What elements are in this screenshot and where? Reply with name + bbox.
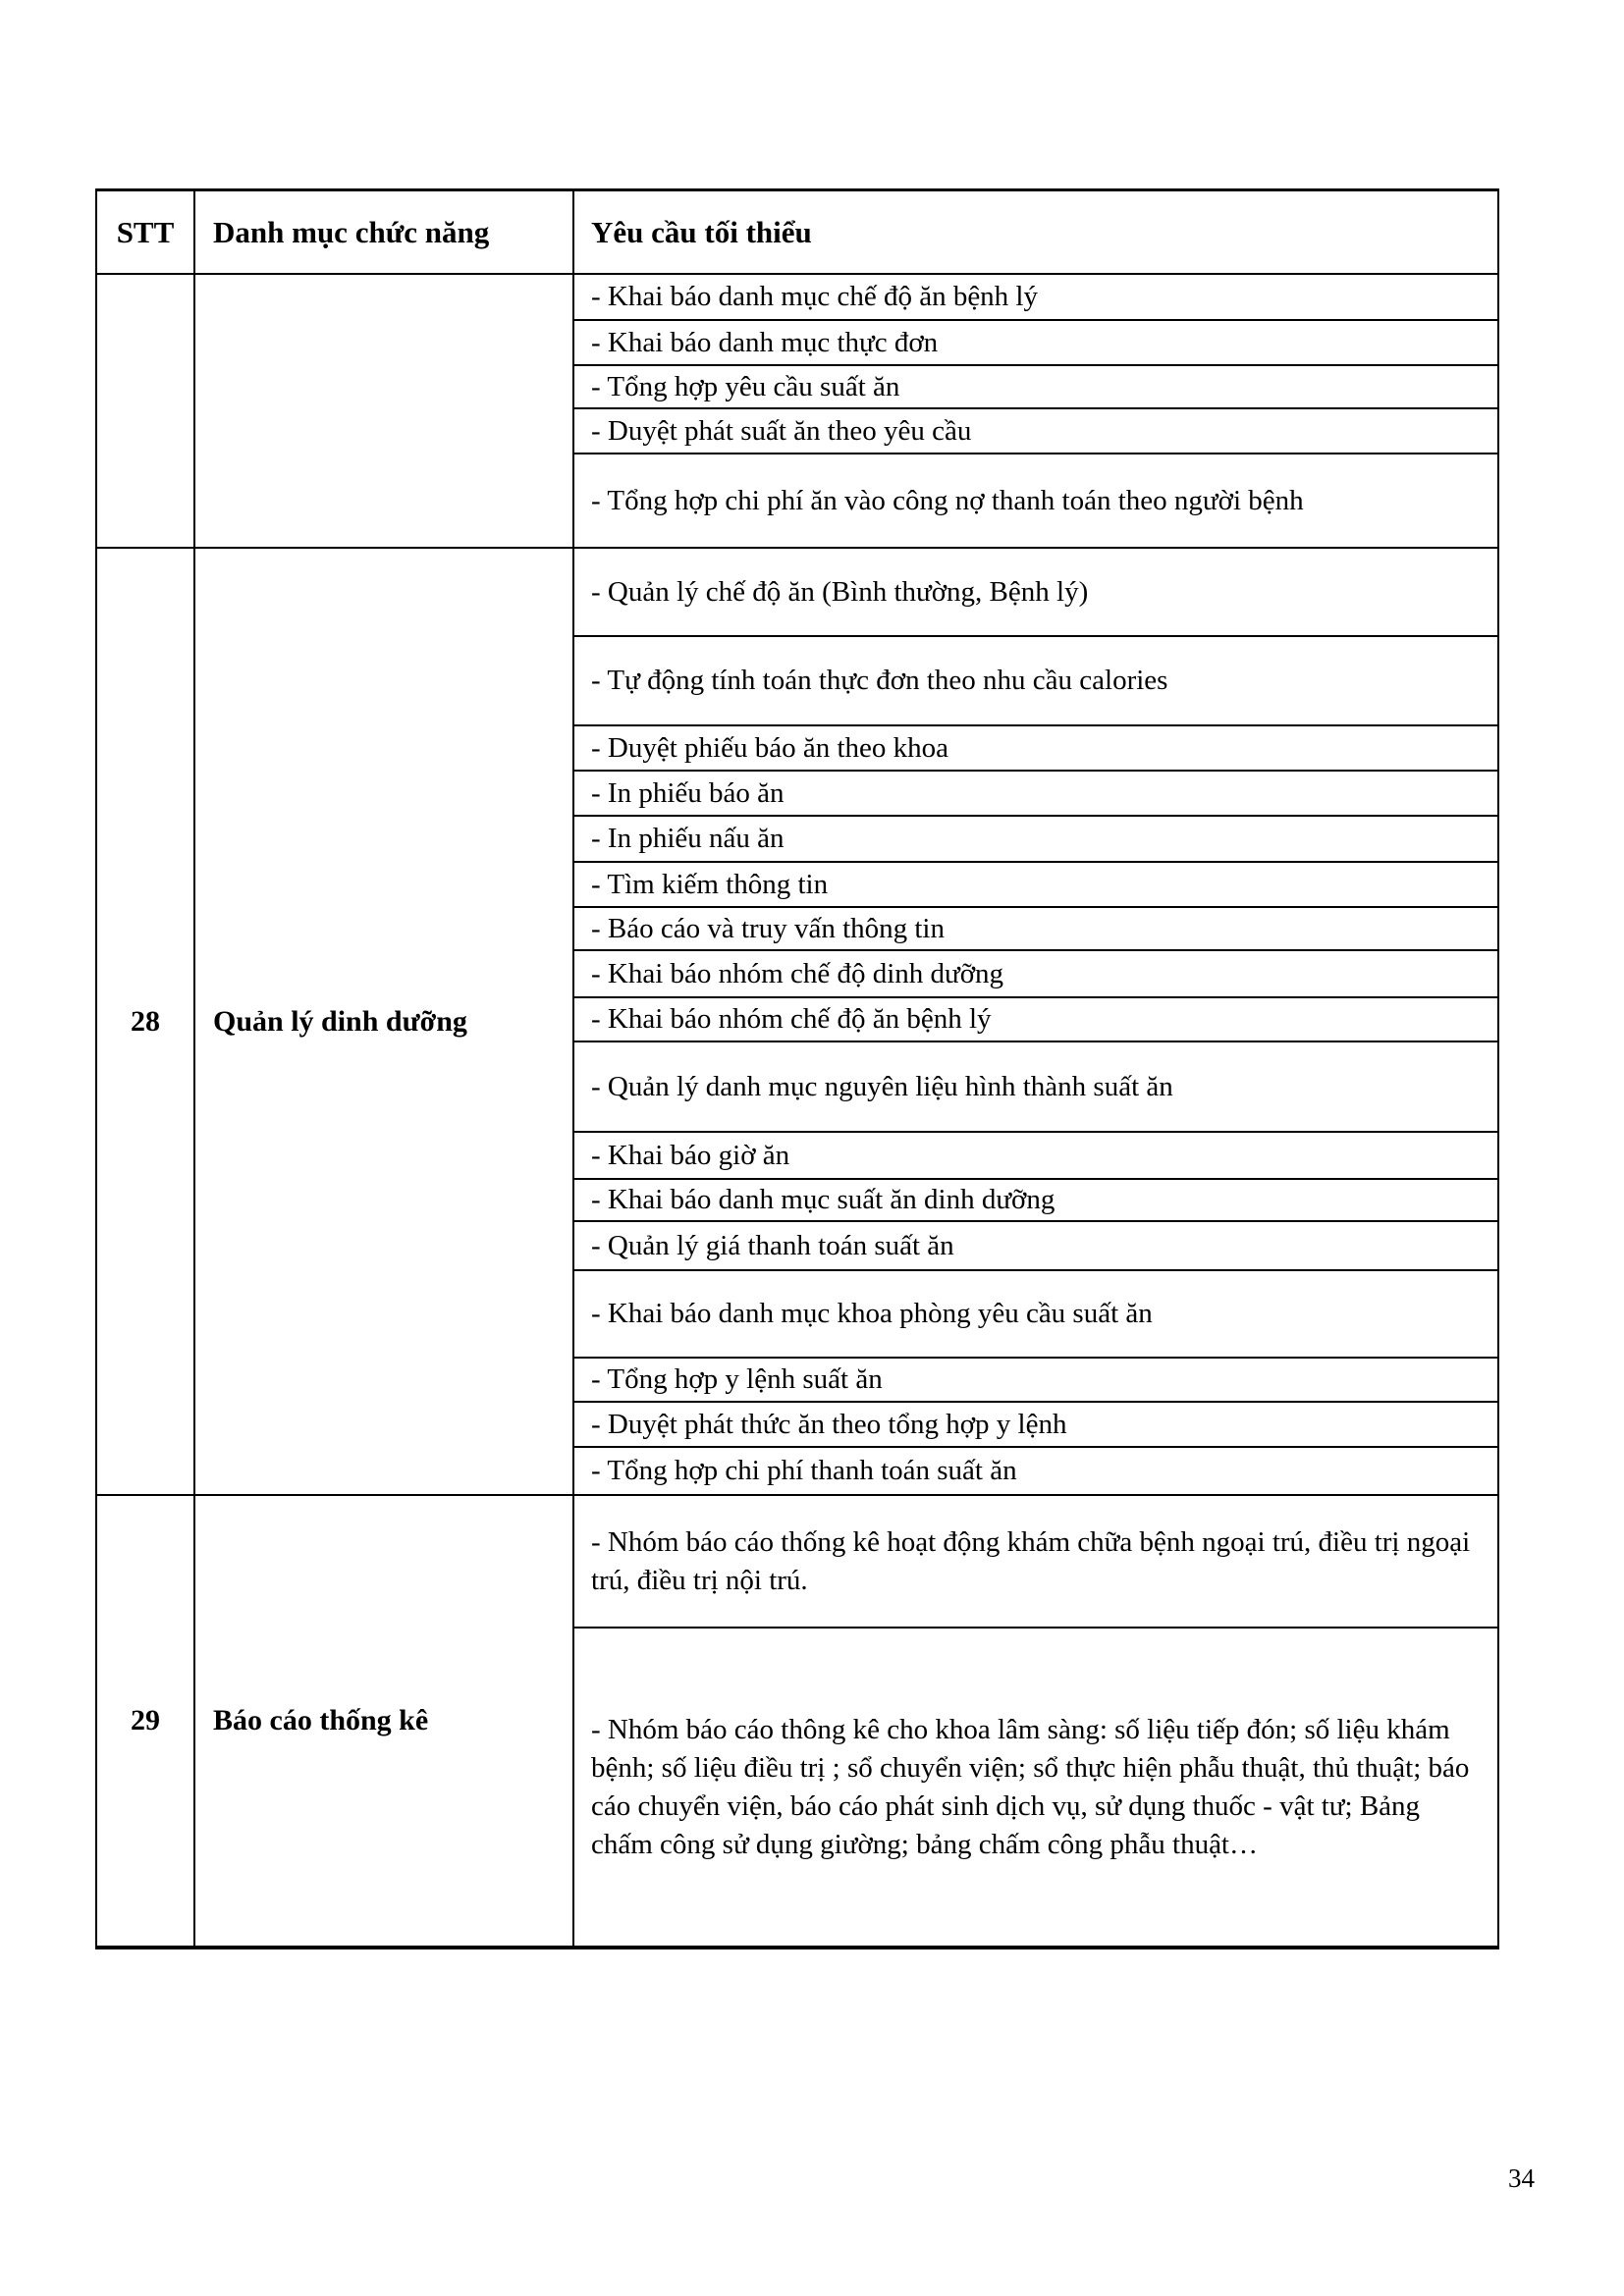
category-cell [195,275,574,547]
requirement-item: - Quản lý danh mục nguyên liệu hình thành suất ăn [574,1042,1497,1133]
header-cell-category: Danh mục chức năng [195,191,574,273]
requirement-item: - Tổng hợp chi phí ăn vào công nợ thanh toán theo người bệnh [591,484,1304,516]
requirement-item: - Duyệt phiếu báo ăn theo khoa [574,726,1497,772]
page-number: 34 [1508,2163,1535,2193]
requirement-item: - Khai báo danh mục suất ăn dinh dưỡng [574,1180,1497,1222]
requirement-item: - In phiếu báo ăn [574,772,1497,817]
requirement-item: - Khai báo nhóm chế độ dinh dưỡng [574,951,1497,998]
table-row [97,275,1497,549]
requirement-item: - Khai báo danh mục khoa phòng yêu cầu suất ăn [574,1271,1497,1359]
stt-cell [97,1496,195,1946]
requirement-item: - Duyệt phát suất ăn theo yêu cầu [574,409,1497,454]
requirement-item: - Tổng hợp chi phí thanh toán suất ăn [591,1455,1017,1486]
requirement-item: - In phiếu nấu ăn [574,817,1497,863]
requirement-item: - Tìm kiếm thông tin [574,863,1497,908]
requirement-item: - Nhóm báo cáo thông kê cho khoa lâm sàng: số liệu tiếp đón; số liệu khám bệnh; số liệu điều trị ; sổ chuyển viện; sổ thực hiện phẫu thuật, thủ thuật; báo cáo chuyển viện, báo cáo phát sinh dịch vụ, sử dụng thuốc - vật tư; Bảng chấm công sử dụng giường; bảng chấm công phẫu thuật… [591,1713,1470,1860]
requirement-item: - Tự động tính toán thực đơn theo nhu cầu calories [574,637,1497,726]
category-label: Báo cáo thống kê [213,1704,429,1736]
requirement-item: - Báo cáo và truy vấn thông tin [574,908,1497,951]
requirement-item: - Khai báo danh mục thực đơn [574,321,1497,366]
category-label: Quản lý dinh dưỡng [213,1004,467,1038]
category-cell [195,549,574,1494]
requirement-item: - Khai báo giờ ăn [574,1133,1497,1180]
stt-cell [97,275,195,547]
requirements-table [95,188,1499,1949]
stt-value: 28 [131,1004,160,1038]
header-cell-stt: STT [97,191,195,273]
requirement-item: - Tổng hợp yêu cầu suất ăn [574,366,1497,409]
requirement-item: - Khai báo danh mục chế độ ăn bệnh lý [574,275,1497,321]
category-cell [195,1496,574,1946]
requirement-item: - Tổng hợp y lệnh suất ăn [574,1359,1497,1403]
requirement-item: - Nhóm báo cáo thống kê hoạt động khám chữa bệnh ngoại trú, điều trị ngoại trú, điều trị nội trú. [574,1496,1497,1629]
requirement-item: - Khai báo nhóm chế độ ăn bệnh lý [574,998,1497,1042]
stt-value: 29 [131,1704,160,1736]
requirement-item: - Quản lý giá thanh toán suất ăn [574,1222,1497,1271]
requirements-cell [574,275,1497,547]
table-row [97,1496,1497,1946]
requirements-cell [574,1496,1497,1946]
requirement-item: - Quản lý chế độ ăn (Bình thường, Bệnh lý) [574,549,1497,637]
requirements-cell [574,549,1497,1494]
table-body [97,275,1497,1946]
stt-cell [97,549,195,1494]
requirement-item: - Duyệt phát thức ăn theo tổng hợp y lệnh [574,1403,1497,1448]
header-cell-requirements: Yêu cầu tối thiểu [591,214,812,249]
table-header-row [97,191,1497,275]
table-row [97,549,1497,1496]
